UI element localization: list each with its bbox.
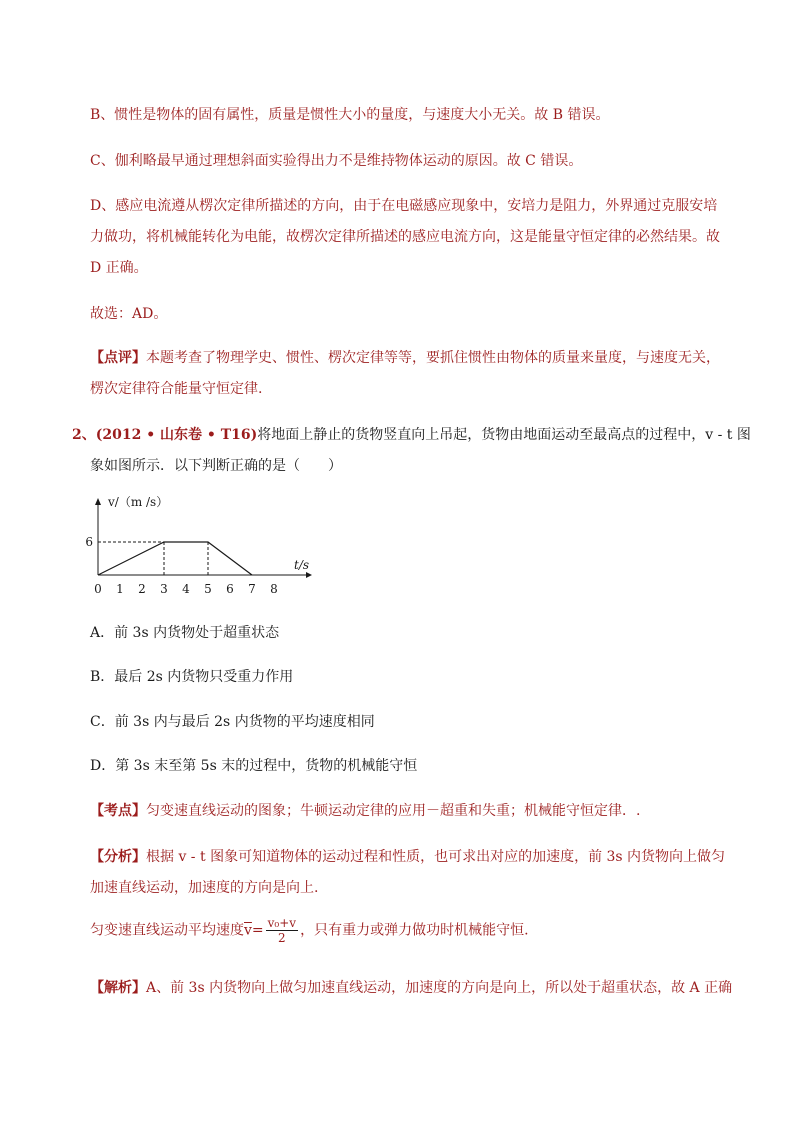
option-a: A．前 3s 内货物处于超重状态 [90,625,280,641]
question-source: (2012 • 山东卷 • T16) [95,427,258,443]
answer-option-d-line2: 力做功，将机械能转化为电能，故楞次定律所描述的感应电流方向，这是能量守恒定律的必然结果。故 [90,229,720,245]
x-tick-label: 8 [270,582,278,596]
comment-line2: 楞次定律符合能量守恒定律. [90,381,263,397]
formula-fraction [266,916,298,945]
fenxi-line1 [90,846,725,866]
fenxi-text: 根据 v - t 图象可知道物体的运动过程和性质，也可求出对应的加速度，前 3s 内货物向上做匀 [146,849,726,865]
y-tick-label: 6 [85,535,93,549]
series-line-0 [98,542,252,575]
formula-numerator: v₀+v [267,916,297,930]
y-axis-arrow [95,498,101,505]
jiexi-tag: 【解析】 [90,980,146,996]
question-text: 将地面上静止的货物竖直向上吊起，货物由地面运动至最高点的过程中，v - t 图 [257,427,751,443]
x-tick-label: 2 [138,582,146,596]
formula-lhs: $\overline{v}$ [244,922,252,939]
option-d: D．第 3s 末至第 5s 末的过程中，货物的机械能守恒 [90,758,418,774]
x-axis-arrow [306,572,312,578]
jiexi-line1 [90,977,732,997]
kaodian-text: 匀变速直线运动的图象；牛顿运动定律的应用－超重和失重；机械能守恒定律．. [146,803,641,819]
option-c: C．前 3s 内与最后 2s 内货物的平均速度相同 [90,714,375,730]
x-tick-label: 4 [182,582,190,596]
fenxi-tag: 【分析】 [90,849,146,865]
kaodian [90,800,640,820]
answer-option-d-line3: D 正确。 [90,260,148,276]
kaodian-tag: 【考点】 [90,803,146,819]
x-tick-label: 0 [94,582,102,596]
question2-line1 [72,424,751,444]
question-number: 2、 [72,427,96,443]
x-axis-label: t/s [294,558,310,572]
comment-text: 本题考查了物理学史、惯性、楞次定律等等，要抓住惯性由物体的质量来量度，与速度无关， [146,350,720,366]
answer-option-c: C、伽利略最早通过理想斜面实验得出力不是维持物体运动的原因。故 C 错误。 [90,153,583,169]
formula-suffix: ，只有重力或弹力做功时机械能守恒. [300,922,529,939]
formula-denominator: 2 [278,931,286,945]
jiexi-text: A、前 3s 内货物向上做匀加速直线运动，加速度的方向是向上，所以处于超重状态，故 A 正确 [146,980,733,996]
x-tick-label: 3 [160,582,168,596]
formula-eq: = [251,922,264,939]
answer-option-b: B、惯性是物体的固有属性，质量是惯性大小的量度，与速度大小无关。故 B 错误。 [90,107,610,123]
fenxi-line2: 加速直线运动，加速度的方向是向上. [90,880,319,896]
vt-graph [85,493,318,601]
x-tick-label: 7 [248,582,256,596]
option-b: B．最后 2s 内货物只受重力作用 [90,669,294,685]
comment-line1 [90,347,720,367]
x-tick-label: 1 [116,582,124,596]
question2-line2: 象如图所示．以下判断正确的是（ ） [90,458,342,474]
comment-tag: 【点评】 [90,350,146,366]
answer-option-d-line1: D、感应电流遵从楞次定律所描述的方向，由于在电磁感应现象中，安培力是阻力，外界通过克服安培 [90,198,718,214]
x-tick-label: 6 [226,582,234,596]
formula-line [90,916,529,945]
formula-prefix: 匀变速直线运动平均速度 [90,922,244,939]
y-axis-label: v/（m /s） [108,495,169,509]
answer-choice: 故选：AD。 [90,306,168,322]
x-tick-label: 5 [204,582,212,596]
